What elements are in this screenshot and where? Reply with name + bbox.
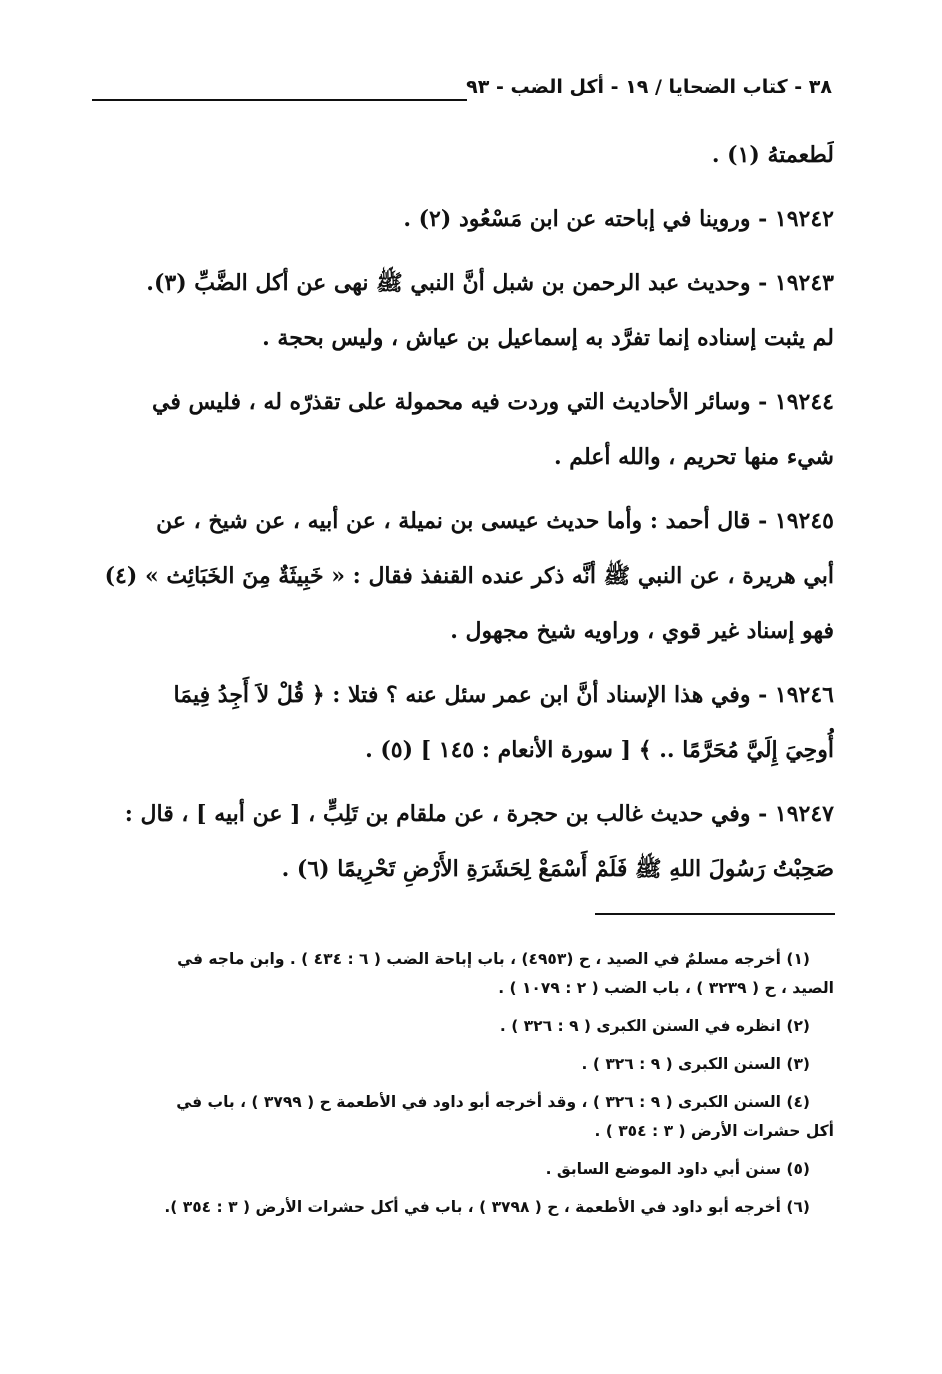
footnote-line: (٣) السنن الكبرى ( ٩ : ٣٢٦ ) . <box>581 1055 810 1073</box>
footnote-2 <box>106 1012 834 1041</box>
text-line: فهو إسناد غير قوي ، وراويه شيخ مجهول . <box>450 618 834 644</box>
text-line: شيء منها تحريم ، والله أعلم . <box>553 444 834 470</box>
paragraph-19242 <box>104 192 834 247</box>
text-line: ١٩٢٤٥ - قال أحمد : وأما حديث عيسى بن نميلة ، عن أبيه ، عن شيخ ، عن <box>156 508 834 534</box>
footnote-1 <box>106 945 834 1003</box>
footnote-line: أكل حشرات الأرض ( ٣ : ٣٥٤ ) . <box>594 1122 834 1140</box>
footnote-line: (٢) انظره في السنن الكبرى ( ٩ : ٣٢٦ ) . <box>499 1017 810 1035</box>
footnote-3 <box>106 1050 834 1079</box>
footnote-line: (٦) أخرجه أبو داود في الأطعمة ، ح ( ٣٧٩٨ ) ، باب في أكل حشرات الأرض ( ٣ : ٣٥٤ ). <box>164 1198 810 1216</box>
footnote-4 <box>106 1088 834 1146</box>
footnote-separator <box>595 913 835 915</box>
paragraph-19243 <box>104 256 834 366</box>
footnote-line: (٥) سنن أبي داود الموضع السابق . <box>545 1160 810 1178</box>
text-line: ١٩٢٤٦ - وفي هذا الإسناد أنَّ ابن عمر سئل عنه ؟ فتلا : ﴿ قُلْ لاَ أَجِدُ فِيمَا <box>173 682 834 708</box>
text-line: أبي هريرة ، عن النبي ﷺ أنَّه ذكر عنده القنفذ فقال : « خَبِيثَةٌ مِنَ الخَبَائِث » (٤) <box>104 563 834 589</box>
text-line: ١٩٢٤٧ - وفي حديث غالب بن حجرة ، عن ملقام بن تَلِبٍّ ، [ عن أبيه ] ، قال : <box>124 801 834 827</box>
footnote-6 <box>106 1193 834 1222</box>
text-line: ١٩٢٤٢ - وروينا في إباحته عن ابن مَسْعُود (٢) . <box>403 206 834 232</box>
paragraph-19247 <box>104 787 834 897</box>
paragraph-19245 <box>104 494 834 659</box>
running-header-title: ٣٨ - كتاب الضحايا / ١٩ - أكل الضب - ٩٣ <box>466 76 832 98</box>
main-text <box>104 128 834 906</box>
text-line: أُوحِيَ إِلَيَّ مُحَرَّمًا .. ﴾ [ سورة الأنعام : ١٤٥ ] (٥) . <box>365 737 834 763</box>
paragraph-continuation <box>104 128 834 183</box>
text-line: صَحِبْتُ رَسُولَ اللهِ ﷺ فَلَمْ أَسْمَعْ لِحَشَرَةِ الأَرْضِ تَحْرِيمًا (٦) . <box>281 856 834 882</box>
text-line: ١٩٢٤٤ - وسائر الأحاديث التي وردت فيه محمولة على تقذرّه له ، فليس في <box>151 389 834 415</box>
footnote-5 <box>106 1155 834 1184</box>
paragraph-19244 <box>104 375 834 485</box>
text-line: ١٩٢٤٣ - وحديث عبد الرحمن بن شبل أنَّ النبي ﷺ نهى عن أكل الضَّبِّ (٣). <box>146 270 834 296</box>
footnote-line: (٤) السنن الكبرى ( ٩ : ٣٢٦ ) ، وقد أخرجه أبو داود في الأطعمة ح ( ٣٧٩٩ ) ، باب في <box>176 1093 810 1111</box>
footnotes-section <box>106 945 834 1231</box>
paragraph-19246 <box>104 668 834 778</box>
text-line: لَطعمتهُ (١) . <box>711 142 834 168</box>
text-line: لم يثبت إسناده إنما تفرَّد به إسماعيل بن عياش ، وليس بحجة . <box>262 325 834 351</box>
footnote-line: الصيد ، ح ( ٣٢٣٩ ) ، باب الضب ( ٢ : ١٠٧٩ ) . <box>498 979 834 997</box>
header-rule <box>92 99 467 101</box>
page-header <box>92 70 832 110</box>
footnote-line: (١) أخرجه مسلمٌ في الصيد ، ح (٤٩٥٣) ، باب إباحة الضب ( ٦ : ٤٣٤ ) . وابن ماجه في <box>177 950 810 968</box>
